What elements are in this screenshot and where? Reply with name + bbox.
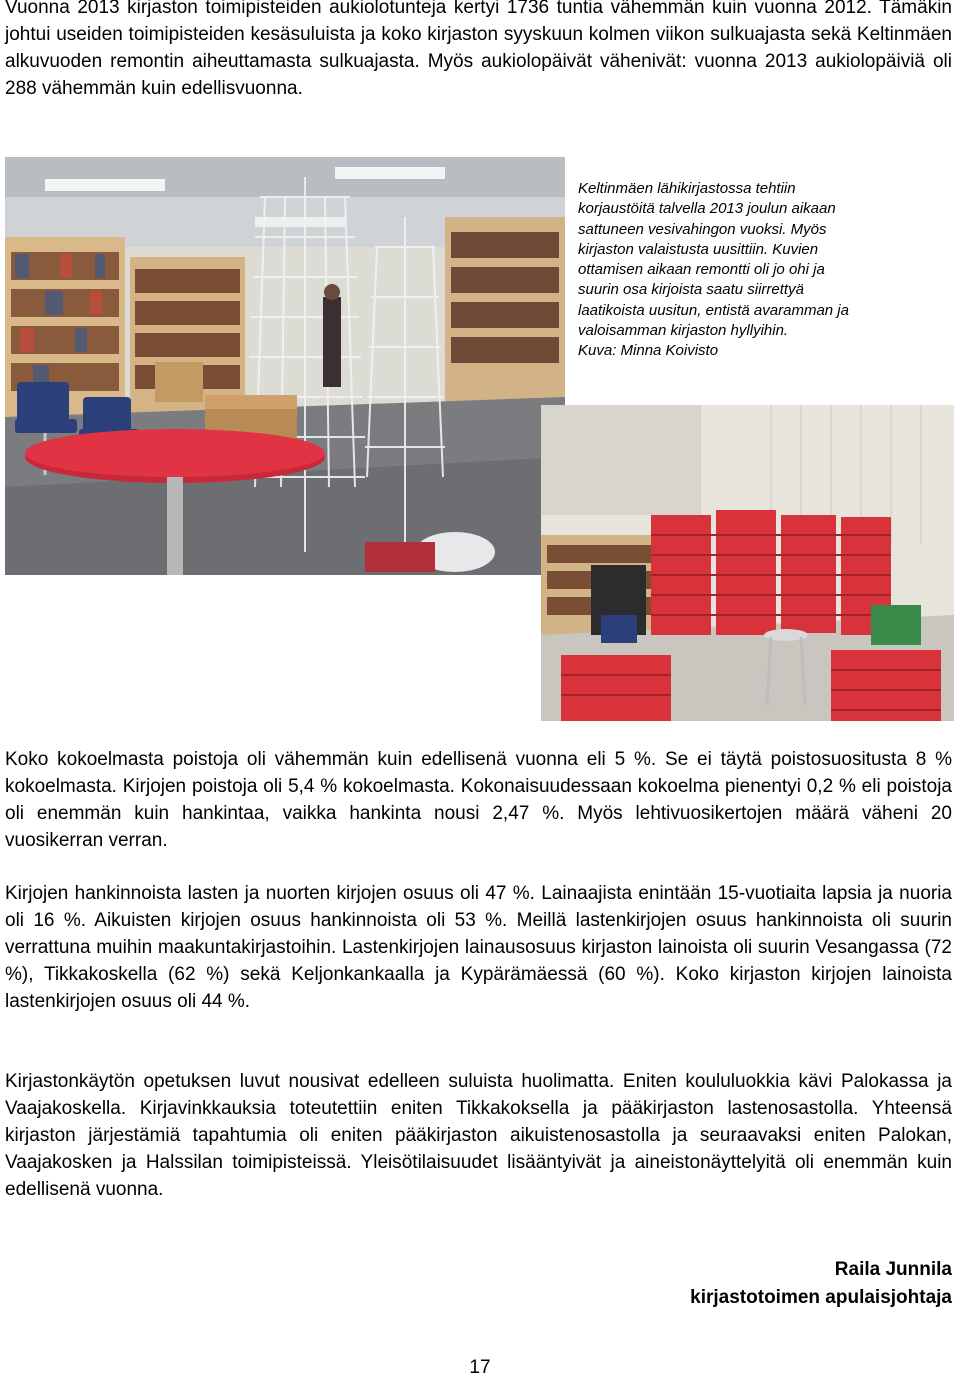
- caption-box: [565, 157, 960, 405]
- signature-name: Raila Junnila: [834, 1259, 952, 1280]
- signature-block: [690, 1256, 952, 1312]
- caption-text: Keltinmäen lähikirjastossa tehtiin korjaustöitä talvella 2013 joulun aikaan sattuneen vesivahingon vuoksi. Myös kirjaston valaistusta uusittiin. Kuvien ottamisen aikaan remontti oli jo ohi ja suurin osa kirjoista saatu siirrettyä laatikoista uusitun, entistä avaramman ja valoisamman kirjaston hyllyihin.: [578, 180, 849, 340]
- intro-paragraph: Vuonna 2013 kirjaston toimipisteiden aukiolotunteja kertyi 1736 tuntia vähemmän kuin vuonna 2012. Tämäkin johtui useiden toimipisteiden kesäsuluista ja koko kirjaston syyskuun kolmen viikon sulkuajasta sekä Keltinmäen alkuvuoden remontin aiheuttamasta sulkuajasta. Myös aukiolopäivät vähenivät: vuonna 2013 aukiolopäiviä oli 288 vähemmän kuin edellisvuonna.: [5, 0, 952, 99]
- library-interior-photo: [5, 157, 565, 575]
- usage-paragraph: Kirjastonkäytön opetuksen luvut nousivat edelleen suluista huolimatta. Eniten koululuokkia kävi Palokassa ja Vaajakoskella. Kirjavinkkauksia toteutettiin eniten Tikkakoksella ja pääkirjaston lastenosastolla. Yhteensä kirjaston järjestämiä tapahtumia oli eniten pääkirjaston aikuistenosastolla ja seuraavaksi eniten Palokan, Vaajakosken ja Halssilan toimipisteissä. Yleisötilaisuudet lisääntyivät ja aineistonäyttelyitä oli enemmän kuin edellisenä vuonna.: [5, 1071, 952, 1200]
- photo-caption: [578, 179, 863, 362]
- acquisitions-paragraph: Kirjojen hankinnoista lasten ja nuorten kirjojen osuus oli 47 %. Lainaajista enintään 15-vuotiaita lapsia ja nuoria oli 16 %. Aikuisten kirjojen osuus hankinnoista oli 53 %. Meillä lastenkirjojen osuus hankinnoista oli suurin verrattuna muihin maakuntakirjastoihin. Lastenkirjojen lainausosuus kirjaston lainoista oli suurin Vesangassa (72 %), Tikkakoskella (62 %) sekä Keljonkankaalla ja Kypärämäessä (60 %). Koko kirjaston kirjojen lainoista lastenkirjojen osuus oli 44 %.: [5, 883, 952, 1012]
- collection-paragraph: Koko kokoelmasta poistoja oli vähemmän kuin edellisenä vuonna eli 5 %. Se ei täytä poistosuositusta 8 % kokoelmasta. Kirjojen poistoja oli 5,4 % kokoelmasta. Kokonaisuudessaan kokoelma pienentyi 0,2 % eli poistoja oli enemmän kuin hankintaa, vaikka hankinta nousi 2,47 %. Myös lehtivuosikertojen määrä väheni 20 vuosikerran verran.: [5, 749, 952, 851]
- photo-credit: Kuva: Minna Koivisto: [578, 342, 719, 360]
- page-number: 17: [469, 1357, 491, 1378]
- signature-title: kirjastotoimen apulaisjohtaja: [690, 1287, 952, 1308]
- crates-photo: [541, 405, 954, 721]
